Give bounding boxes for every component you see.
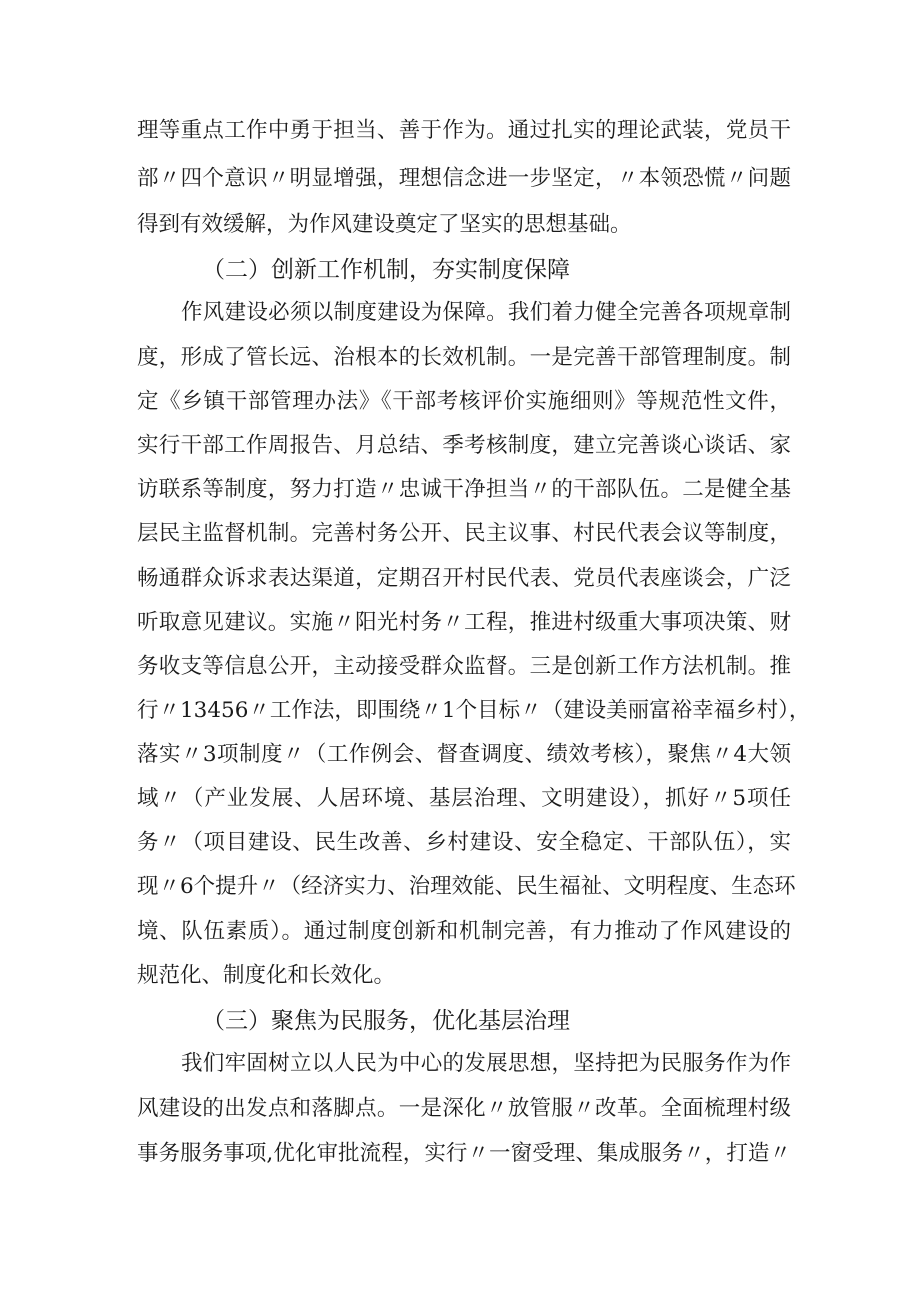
- paragraph-2-line-12: 域〃（产业发展、人居环境、基层治理、文明建设），抓好〃5项任: [137, 786, 791, 811]
- paragraph-2-line-6: 层民主监督机制。完善村务公开、民主议事、村民代表会议等制度，: [137, 521, 791, 546]
- paragraph-2-line-15: 境、队伍素质）。通过制度创新和机制完善，有力推动了作风建设的: [137, 919, 791, 944]
- paragraph-2-line-13: 务〃（项目建设、民生改善、乡村建设、安全稳定、干部队伍），实: [137, 830, 791, 855]
- paragraph-2-line-7: 畅通群众诉求表达渠道，定期召开村民代表、党员代表座谈会，广泛: [137, 566, 791, 591]
- paragraph-2-line-16: 规范化、制度化和长效化。: [137, 963, 396, 988]
- paragraph-2-line-11: 落实〃3项制度〃（工作例会、督查调度、绩效考核），聚焦〃4大领: [137, 742, 791, 767]
- paragraph-1-line-1: 理等重点工作中勇于担当、善于作为。通过扎实的理论武装，党员干: [137, 118, 791, 143]
- section-heading-2: （二）创新工作机制，夯实制度保障: [202, 257, 570, 283]
- paragraph-2-line-1: 作风建设必须以制度建设为保障。我们着力健全完善各项规章制: [181, 300, 791, 325]
- paragraph-2-line-14: 现〃6个提升〃（经济实力、治理效能、民生福祉、文明程度、生态环: [137, 874, 796, 899]
- paragraph-2-line-10: 行〃13456〃工作法，即围绕〃1个目标〃（建设美丽富裕幸福乡村），: [137, 698, 811, 723]
- paragraph-2-line-4: 实行干部工作周报告、月总结、季考核制度，建立完善谈心谈话、家: [137, 433, 791, 458]
- paragraph-3-line-1: 我们牢固树立以人民为中心的发展思想，坚持把为民服务作为作: [181, 1051, 791, 1076]
- paragraph-3-line-3: 事务服务事项,优化审批流程，实行〃一窗受理、集成服务〃，打造〃: [137, 1141, 791, 1166]
- paragraph-2-line-8: 听取意见建议。实施〃阳光村务〃工程，推进村级重大事项决策、财: [137, 610, 791, 635]
- paragraph-1-line-3: 得到有效缓解，为作风建设奠定了坚实的思想基础。: [137, 212, 632, 237]
- paragraph-3-line-2: 风建设的出发点和落脚点。一是深化〃放管服〃改革。全面梳理村级: [137, 1096, 791, 1121]
- section-heading-3: （三）聚焦为民服务，优化基层治理: [202, 1008, 570, 1034]
- paragraph-2-line-9: 务收支等信息公开，主动接受群众监督。三是创新工作方法机制。推: [137, 654, 791, 679]
- paragraph-2-line-2: 度，形成了管长远、治根本的长效机制。一是完善干部管理制度。制: [137, 345, 791, 370]
- paragraph-2-line-5: 访联系等制度，努力打造〃忠诚干净担当〃的干部队伍。二是健全基: [137, 477, 791, 502]
- paragraph-2-line-3: 定《乡镇干部管理办法》《干部考核评价实施细则》等规范性文件，: [137, 389, 791, 414]
- paragraph-1-line-2: 部〃四个意识〃明显增强，理想信念进一步坚定，〃本领恐慌〃问题: [137, 166, 791, 191]
